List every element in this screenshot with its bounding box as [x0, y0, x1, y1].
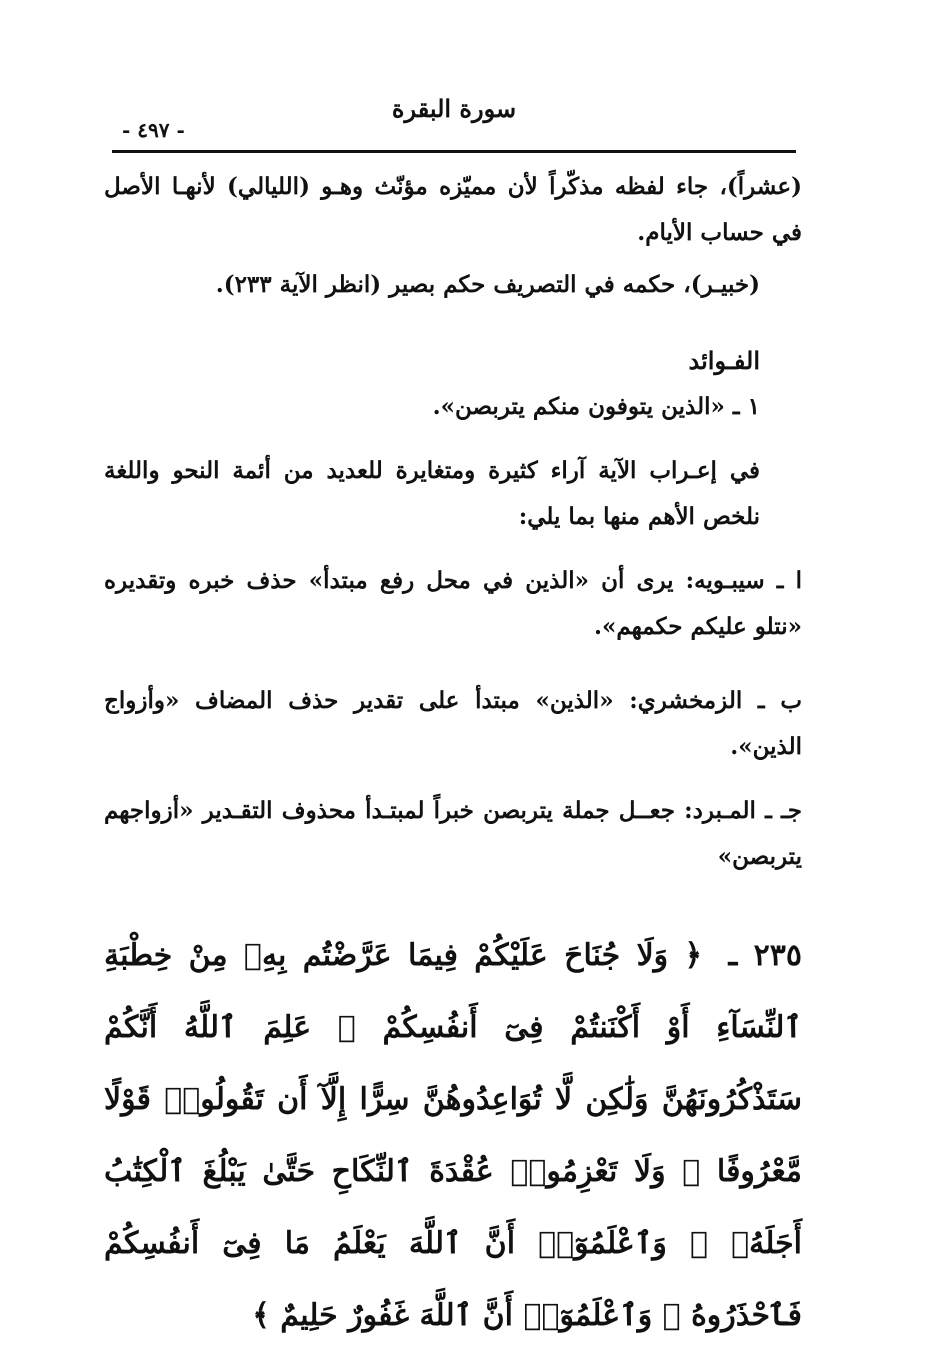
running-title: سورة البقرة	[391, 94, 517, 123]
page-header	[112, 92, 796, 150]
benefit-item-1: ١ ـ «الذين يتوفون منكم يتربصن».	[432, 393, 760, 420]
page-body	[104, 164, 802, 1352]
paragraph-khabir: (خبيـر)، حكمه في التصريف حكم بصير (انظر الآية ٢٣٣).	[215, 271, 760, 298]
page-number: - ٤٩٧ -	[122, 118, 185, 142]
paragraph-ashran: (عشراً)، جاء لفظه مذكّراً لأن مميّزه مؤنّث وهـو (الليالي) لأنهـا الأصل في حساب الأيام.	[104, 173, 802, 246]
header-rule	[112, 150, 796, 153]
opinion-sibawayh: ا ـ سيبـويه: يرى أن «الذين في محل رفع مبتدأ» حذف خبره وتقديره «نتلو عليكم حكمهم».	[104, 567, 802, 640]
opinion-mubarrad: جـ ـ المـبرد: جعــل جملة يتربصن خبراً لمبتـدأ محذوف التقـدير «أزواجهم يتربصن»	[104, 797, 802, 870]
verse-text: ﴿ وَلَا جُنَاحَ عَلَيْكُمْ فِيمَا عَرَّضْتُم بِهِۦ مِنْ خِطْبَةِ ٱلنِّسَآءِ أَوْ أَكْنَنتُمْ فِىٓ أَنفُسِكُمْ ۚ عَلِمَ ٱللَّهُ أَنَّكُمْ سَتَذْكُرُونَهُنَّ وَلَٰكِن لَّا تُوَاعِدُوهُنَّ سِرًّا إِلَّآ أَن تَقُولُوا۟ قَوْلًا مَّعْرُوفًا ۚ وَلَا تَعْزِمُوا۟ عُقْدَةَ ٱلنِّكَاحِ حَتَّىٰ يَبْلُغَ ٱلْكِتَٰبُ أَجَلَهُۥ ۚ وَٱعْلَمُوٓا۟ أَنَّ ٱللَّهَ يَعْلَمُ مَا فِىٓ أَنفُسِكُمْ فَٱحْذَرُوهُ ۚ وَٱعْلَمُوٓا۟ أَنَّ ٱللَّهَ غَفُورٌ حَلِيمٌ ﴾	[104, 938, 802, 1333]
section-heading: الفـوائد	[688, 346, 760, 375]
opinion-zamakhshari: ب ـ الزمخشري: «الذين» مبتدأ على تقدير حذف المضاف «وأزواج الذين».	[104, 687, 802, 760]
quran-verse	[104, 920, 802, 1352]
paragraph-irab: في إعـراب الآية آراء كثيرة ومتغايرة للعديد من أئمة النحو واللغة نلخص الأهم منها بما يلي:	[104, 457, 760, 530]
verse-number: ٢٣٥ ـ	[728, 938, 802, 973]
